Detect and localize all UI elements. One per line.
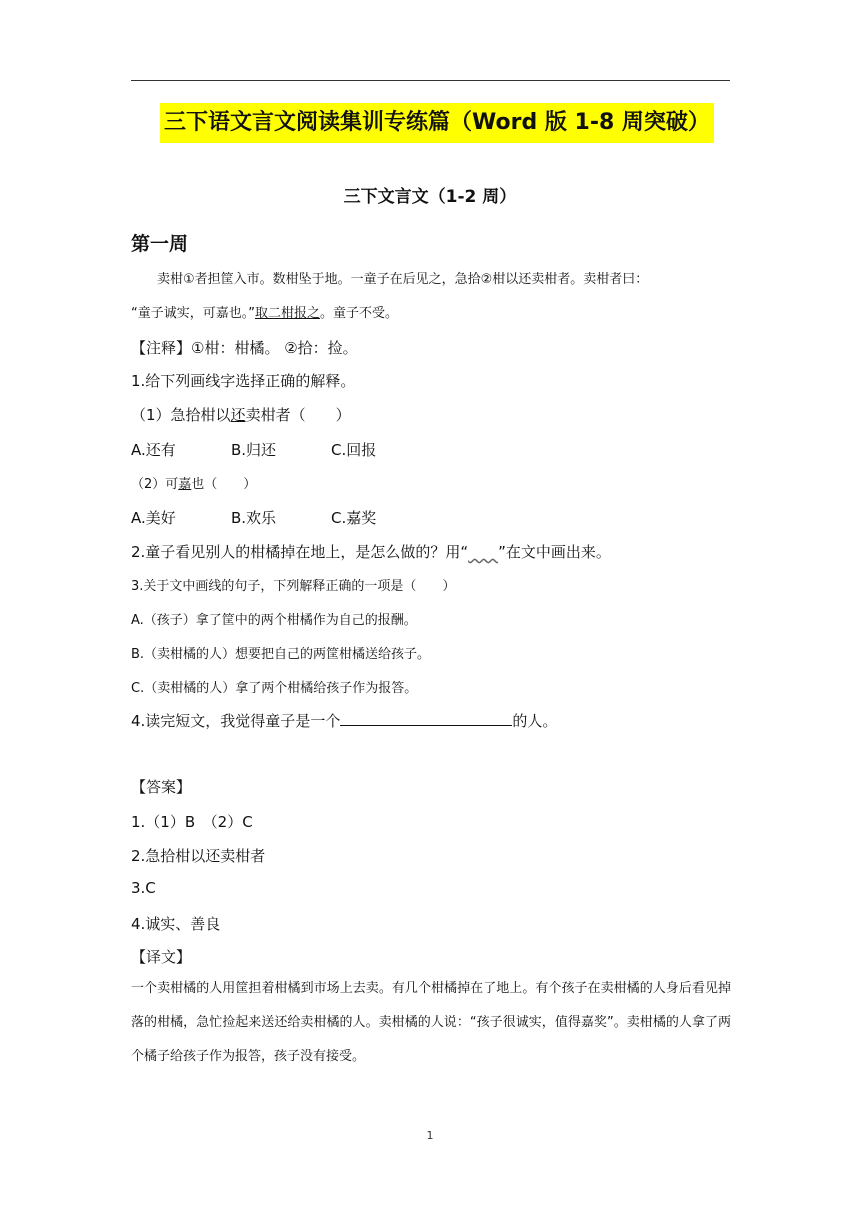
option-a: A.还有: [131, 441, 176, 459]
option-c: C.回报: [331, 441, 377, 459]
answers-heading: 【答案】: [131, 778, 192, 796]
question-1-sub-2: （2）可嘉也（ ）: [131, 477, 257, 492]
question-3-option-c: C.（卖柑橘的人）拿了两个柑橘给孩子作为报答。: [131, 681, 418, 696]
header-rule: [131, 80, 730, 81]
document-title: 三下语文言文阅读集训专练篇（Word 版 1-8 周突破）: [160, 103, 714, 143]
question-1-sub-1-options: [131, 439, 431, 460]
question-1-prompt: 1.给下列画线字选择正确的解释。: [131, 372, 356, 390]
section-title: 三下文言文（1-2 周）: [343, 187, 517, 207]
question-2-prompt: 2.童子看见别人的柑橘掉在地上，是怎么做的？用“ ”在文中画出来。: [131, 543, 611, 561]
underlined-sentence: 取二柑报之: [254, 306, 320, 321]
question-3-option-a: A.（孩子）拿了筐中的两个柑橘作为自己的报酬。: [131, 613, 417, 628]
answer-blank[interactable]: [340, 711, 512, 726]
question-1-sub-1: （1）急拾柑以还卖柑者（ ）: [131, 406, 351, 424]
translation-heading: 【译文】: [131, 948, 192, 966]
week-title: 第一周: [131, 233, 189, 255]
wavy-line-mark: [468, 543, 498, 561]
option-b: B.归还: [231, 441, 277, 459]
answer-1: 1.（1）B （2）C: [131, 813, 253, 831]
passage-line-1: 卖柑①者担筐入市。数柑坠于地。一童子在后见之，急拾②柑以还卖柑者。卖柑者曰：: [157, 272, 649, 287]
notes: 【注释】①柑：柑橘。 ②拾：捡。: [131, 339, 358, 357]
option-b: B.欢乐: [231, 509, 277, 527]
option-a: A.美好: [131, 509, 176, 527]
passage-line-2: “童子诚实，可嘉也。”取二柑报之。童子不受。: [131, 306, 399, 321]
answer-4: 4.诚实、善良: [131, 915, 221, 933]
answer-3: 3.C: [131, 879, 156, 897]
translation-text: 一个卖柑橘的人用筐担着柑橘到市场上去卖。有几个柑橘掉在了地上。有个孩子在卖柑橘的人身后看见掉落的柑橘，急忙捡起来送还给卖柑橘的人。卖柑橘的人说：“孩子很诚实，值得嘉奖”。卖柑橘的人拿了两个橘子给孩子作为报答，孩子没有接受。: [131, 981, 731, 1064]
question-4-prompt: 4.读完短文，我觉得童子是一个 的人。: [131, 712, 558, 730]
question-3-option-b: B.（卖柑橘的人）想要把自己的两筐柑橘送给孩子。: [131, 647, 431, 662]
question-3-prompt: 3.关于文中画线的句子，下列解释正确的一项是（ ）: [131, 579, 456, 594]
page-number: 1: [426, 1129, 434, 1142]
option-c: C.嘉奖: [331, 509, 377, 527]
question-1-sub-2-options: [131, 507, 431, 528]
answer-2: 2.急拾柑以还卖柑者: [131, 847, 266, 865]
